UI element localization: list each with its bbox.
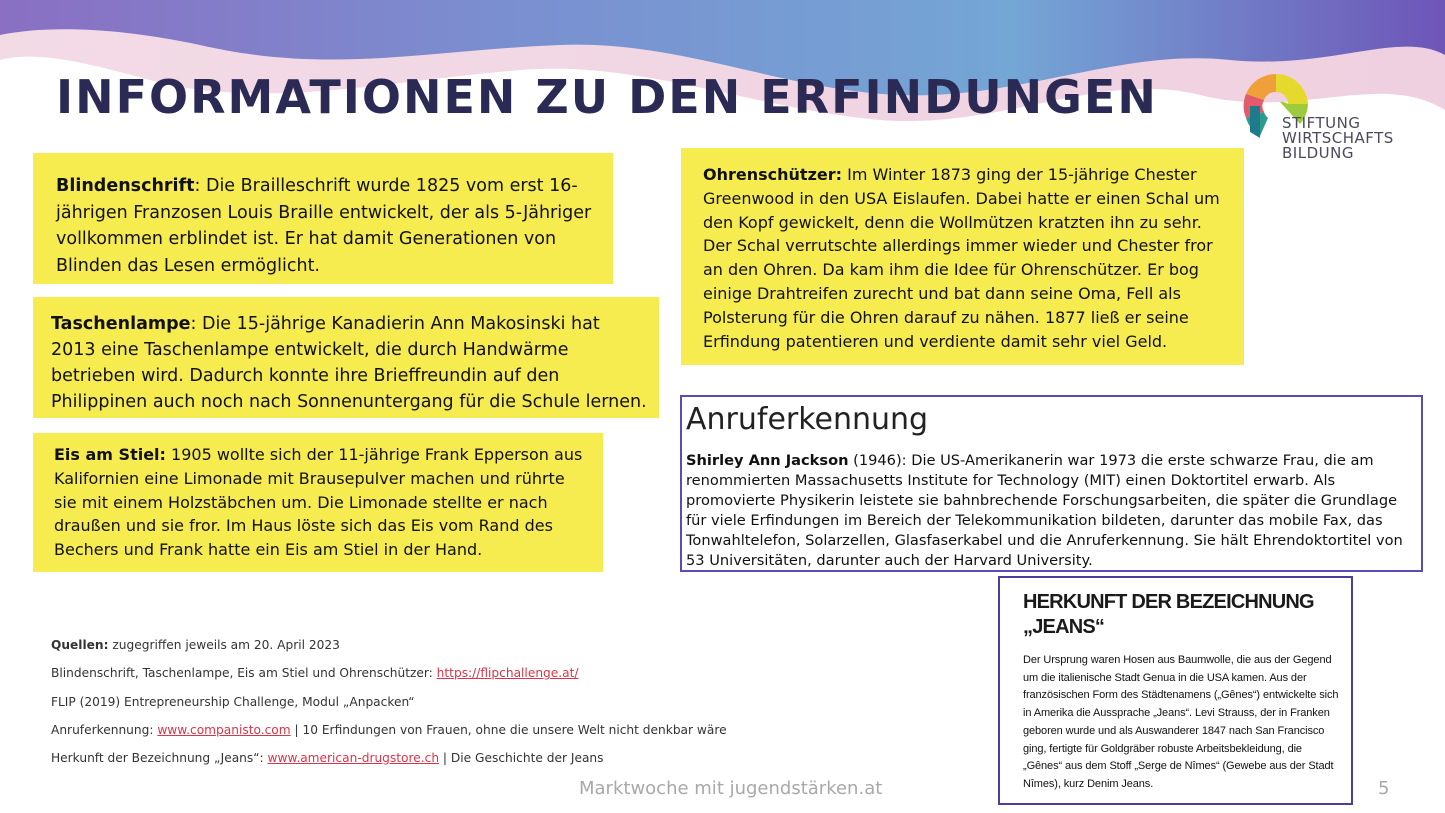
stiftung-logo (1240, 72, 1410, 172)
source-link-american-drugstore[interactable]: www.american-drugstore.ch (267, 751, 440, 766)
source-line: Herkunft der Bezeichnung „Jeans“: www.american-drugstore.ch | Die Geschichte der Jeans (51, 751, 604, 766)
jeans-heading: HERKUNFT DER BEZEICHNUNG „JEANS“ (1023, 591, 1314, 638)
source-line: Blindenschrift, Taschenlampe, Eis am Stiel und Ohrenschützer: https://flipchallenge.at/ (51, 666, 579, 681)
blindenschrift-term: Blindenschrift (56, 176, 195, 196)
sources-header: Quellen: zugegriffen jeweils am 20. April 2023 (51, 638, 340, 652)
jeans-text: Der Ursprung waren Hosen aus Baumwolle, die aus der Gegend um die italienische Stadt Genua in die USA kamen. Aus der französischen Form des Städtenamens („Gênes“) entwickelte sich in Amerika die Aussprache „Jeans“. Levi Strauss, der in Franken geboren wurde und als Auswanderer 1847 nach San Francisco ging, fertigte für Goldgräber robuste Arbeitsbekleidung, die „Gênes“ aus dem Stoff „Serge de Nîmes“ (Gewebe aus der Stadt Nîmes), kurz Denim Jeans. (1023, 654, 1339, 790)
footer-text: Marktwoche mit jugendstärken.at (579, 778, 883, 799)
anruferkennung-name: Shirley Ann Jackson (686, 452, 849, 469)
anruferkennung-box (680, 395, 1423, 572)
taschenlampe-text: : Die 15-jährige Kanadierin Ann Makosinski hat 2013 eine Taschenlampe entwickelt, die durch Handwärme betrieben wird. Dadurch konnte ihre Brieffreundin auf den Philippinen auch noch nach Sonnenuntergang für die Schule lernen. (51, 314, 647, 412)
source-link-companisto[interactable]: www.companisto.com (157, 722, 291, 737)
blindenschrift-text: : Die Brailleschrift wurde 1825 vom erst 16-jährigen Franzosen Louis Braille entwickelt, der als 5-Jähriger vollkommen erblindet ist. Er hat damit Generationen von Blinden das Lesen ermöglicht. (56, 176, 592, 276)
eis-term: Eis am Stiel: (54, 445, 166, 464)
ohrenschuetzer-term: Ohrenschützer: (703, 165, 843, 184)
jeans-box (998, 576, 1353, 805)
source-line: Anruferkennung: www.companisto.com | 10 Erfindungen von Frauen, ohne die unsere Welt nicht denkbar wäre (51, 722, 727, 737)
eis-text: 1905 wollte sich der 11-jährige Frank Epperson aus Kalifornien eine Limonade mit Brausepulver machen und rührte sie mit einem Holzstäbchen um. Die Limonade stellte er nach draußen und sie fror. Im Haus löste sich das Eis vom Rand des Bechers und Frank hatte ein Eis am Stiel in der Hand. (54, 445, 583, 560)
sources-section (51, 634, 727, 775)
anruferkennung-text: Shirley Ann Jackson (1946): Die US-Amerikanerin war 1973 die erste schwarze Frau, die am renommierten Massachusetts Institute for Technology (MIT) einen Doktortitel erwarb. Als promovierte Physikerin leistete sie bahnbrechende Forschungsarbeiten, die später die Grundlage für viele Erfindungen im Bereich der Telekommunikation bildeten, darunter das mobile Fax, das Tonwahltelefon, Solarzellen, Glasfaserkabel und die Anruferkennung. Sie hält Ehrendoktortitel von 53 Universitäten, darunter auch der Harvard University. (686, 452, 1403, 569)
eis-am-stiel-box (33, 433, 603, 572)
blindenschrift-box (33, 153, 613, 284)
ohrenschuetzer-text: Im Winter 1873 ging der 15-jährige Chester Greenwood in den USA Eislaufen. Dabei hatte er einen Schal um den Kopf gewickelt, denn die Wollmützen kratzten ihn zu sehr. Der Schal verrutschte allerdings immer wieder und Chester fror an den Ohren. Da kam ihm die Idee für Ohrenschützer. Er bog einige Drahtreifen zurecht und bat dann seine Oma, Fell als Polsterung für die Ohren darauf zu nähen. 1877 ließ er seine Erfindung patentieren und verdiente damit sehr viel Geld. (703, 165, 1220, 351)
taschenlampe-term: Taschenlampe (51, 314, 191, 334)
page-number: 5 (1378, 778, 1390, 799)
source-line: FLIP (2019) Entrepreneurship Challenge, Modul „Anpacken“ (51, 694, 415, 709)
page-title: INFORMATIONEN ZU DEN ERFINDUNGEN (56, 70, 1158, 124)
taschenlampe-box (33, 297, 659, 418)
source-link-flipchallenge[interactable]: https://flipchallenge.at/ (436, 666, 579, 681)
ohrenschuetzer-box (681, 148, 1244, 365)
logo-wordmark: STIFTUNG WIRTSCHAFTS BILDUNG (1282, 114, 1394, 162)
anruferkennung-heading: Anruferkennung (686, 402, 929, 437)
